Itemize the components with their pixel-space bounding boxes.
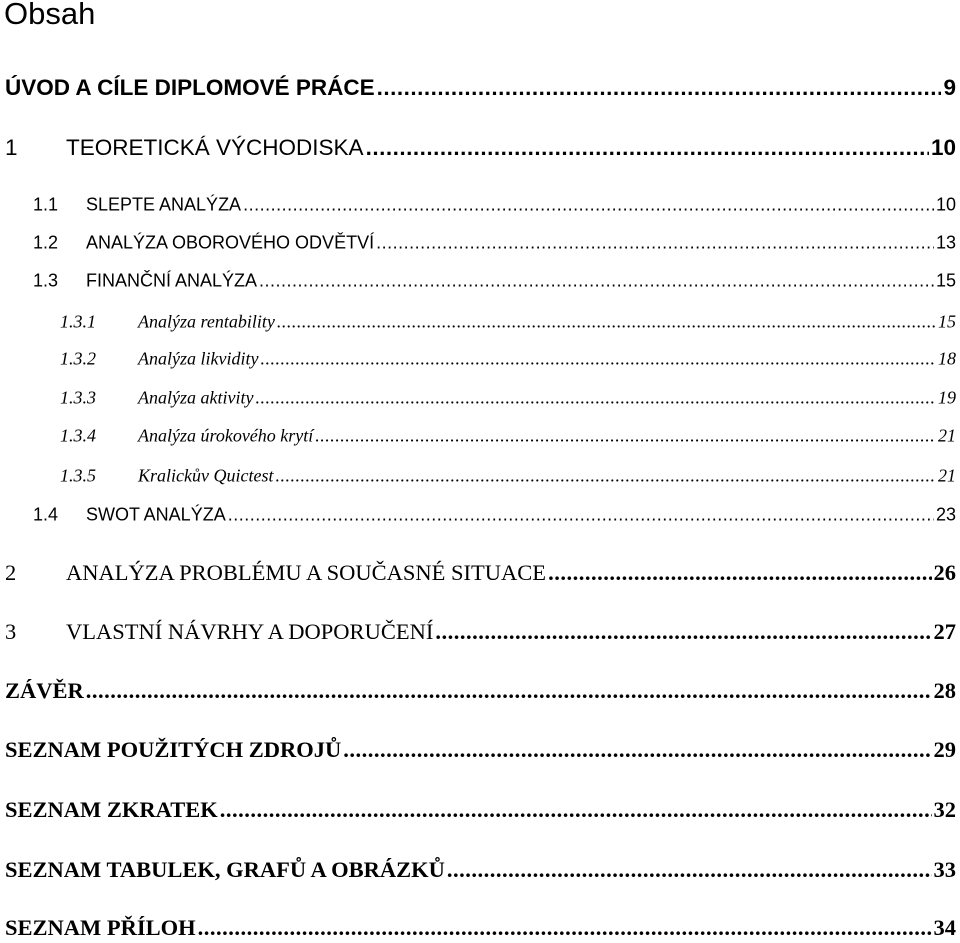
toc-entry-1-1[interactable] bbox=[33, 195, 956, 216]
toc-entry-text: Analýza úrokového krytí bbox=[138, 425, 314, 446]
toc-entry-page: 33 bbox=[933, 857, 956, 882]
dot-leader bbox=[548, 560, 931, 586]
toc-entry-text: ZÁVĚR bbox=[5, 678, 84, 703]
toc-entry-text: SWOT ANALÝZA bbox=[86, 504, 226, 525]
toc-entry-page: 10 bbox=[930, 135, 956, 160]
toc-entry-number: 1 bbox=[5, 135, 18, 160]
dot-leader bbox=[220, 797, 932, 823]
toc-entry-text: Analýza aktivity bbox=[138, 387, 254, 408]
dot-leader bbox=[366, 135, 929, 161]
toc-entry-page: 18 bbox=[938, 348, 956, 369]
dot-leader bbox=[259, 271, 934, 292]
page-title: Obsah bbox=[4, 0, 96, 31]
toc-entry-chapter-2[interactable] bbox=[5, 560, 956, 586]
toc-entry-text: FINANČNÍ ANALÝZA bbox=[86, 270, 258, 291]
toc-entry-text: SEZNAM POUŽITÝCH ZDROJŮ bbox=[5, 737, 342, 762]
toc-entry-number: 2 bbox=[5, 560, 17, 585]
toc-entry-page: 13 bbox=[935, 232, 956, 253]
dot-leader bbox=[377, 75, 942, 101]
toc-entry-sources[interactable] bbox=[5, 737, 956, 763]
toc-entry-text: SEZNAM PŘÍLOH bbox=[5, 915, 196, 940]
toc-entry-page: 21 bbox=[938, 425, 956, 446]
dot-leader bbox=[198, 915, 932, 941]
toc-entry-text: Analýza rentability bbox=[138, 311, 275, 332]
toc-entry-1-3-2[interactable] bbox=[60, 349, 956, 370]
toc-entry-page: 23 bbox=[935, 504, 956, 525]
toc-entry-page: 29 bbox=[933, 737, 956, 762]
toc-entry-number: 1.1 bbox=[33, 194, 59, 215]
dot-leader bbox=[376, 233, 934, 254]
toc-entry-page: 28 bbox=[933, 678, 956, 703]
toc-entry-number: 1.2 bbox=[33, 232, 59, 253]
dot-leader bbox=[255, 388, 936, 409]
toc-entry-page: 15 bbox=[938, 311, 956, 332]
toc-entry-page: 21 bbox=[938, 465, 956, 486]
toc-entry-number: 1.3.4 bbox=[60, 425, 96, 446]
toc-entry-conclusion[interactable] bbox=[5, 678, 956, 704]
toc-entry-page: 27 bbox=[933, 619, 956, 644]
dot-leader bbox=[315, 426, 936, 447]
toc-entry-text: ANALÝZA PROBLÉMU A SOUČASNÉ SITUACE bbox=[66, 560, 547, 585]
toc-entry-1-4[interactable] bbox=[33, 505, 956, 526]
toc-entry-intro[interactable] bbox=[5, 75, 956, 101]
toc-entry-number: 1.3.3 bbox=[60, 387, 96, 408]
toc-entry-page: 34 bbox=[933, 915, 956, 940]
dot-leader bbox=[275, 466, 936, 487]
toc-entry-text: TEORETICKÁ VÝCHODISKA bbox=[66, 135, 364, 160]
dot-leader bbox=[435, 619, 931, 645]
toc-entry-page: 9 bbox=[943, 75, 956, 100]
toc-entry-number: 1.4 bbox=[33, 504, 59, 525]
dot-leader bbox=[277, 312, 936, 333]
toc-entry-page: 10 bbox=[935, 194, 956, 215]
toc-entry-page: 19 bbox=[938, 387, 956, 408]
toc-entry-number: 1.3 bbox=[33, 270, 59, 291]
toc-entry-text: SEZNAM TABULEK, GRAFŮ A OBRÁZKŮ bbox=[5, 857, 445, 882]
toc-entry-text: VLASTNÍ NÁVRHY A DOPORUČENÍ bbox=[66, 619, 434, 644]
toc-entry-number: 1.3.2 bbox=[60, 348, 96, 369]
toc-entry-1-3-3[interactable] bbox=[60, 388, 956, 409]
toc-entry-page: 32 bbox=[933, 797, 956, 822]
toc-entry-number: 3 bbox=[5, 619, 17, 644]
toc-entry-text: ÚVOD A CÍLE DIPLOMOVÉ PRÁCE bbox=[5, 75, 375, 100]
toc-entry-appendices[interactable] bbox=[5, 915, 956, 941]
toc-entry-text: ANALÝZA OBOROVÉHO ODVĚTVÍ bbox=[86, 232, 375, 253]
toc-entry-text: SEZNAM ZKRATEK bbox=[5, 797, 218, 822]
dot-leader bbox=[86, 678, 932, 704]
toc-entry-text: SLEPTE ANALÝZA bbox=[86, 194, 242, 215]
toc-entry-chapter-1[interactable] bbox=[5, 135, 956, 161]
dot-leader bbox=[343, 737, 931, 763]
toc-entry-1-3-4[interactable] bbox=[60, 426, 956, 447]
dot-leader bbox=[228, 505, 934, 526]
toc-entry-number: 1.3.5 bbox=[60, 465, 96, 486]
toc-entry-abbreviations[interactable] bbox=[5, 797, 956, 823]
toc-entry-text: Analýza likvidity bbox=[138, 348, 259, 369]
toc-entry-chapter-3[interactable] bbox=[5, 619, 956, 645]
toc-entry-page: 26 bbox=[933, 560, 956, 585]
toc-entry-number: 1.3.1 bbox=[60, 311, 96, 332]
dot-leader bbox=[260, 349, 936, 370]
dot-leader bbox=[447, 857, 932, 883]
toc-entry-1-3[interactable] bbox=[33, 271, 956, 292]
toc-entry-1-3-1[interactable] bbox=[60, 312, 956, 333]
dot-leader bbox=[243, 195, 934, 216]
toc-entry-1-3-5[interactable] bbox=[60, 466, 956, 487]
toc-entry-1-2[interactable] bbox=[33, 233, 956, 254]
toc-entry-text: Kralickův Quictest bbox=[138, 465, 274, 486]
toc-entry-tables-figures[interactable] bbox=[5, 857, 956, 883]
toc-entry-page: 15 bbox=[935, 270, 956, 291]
